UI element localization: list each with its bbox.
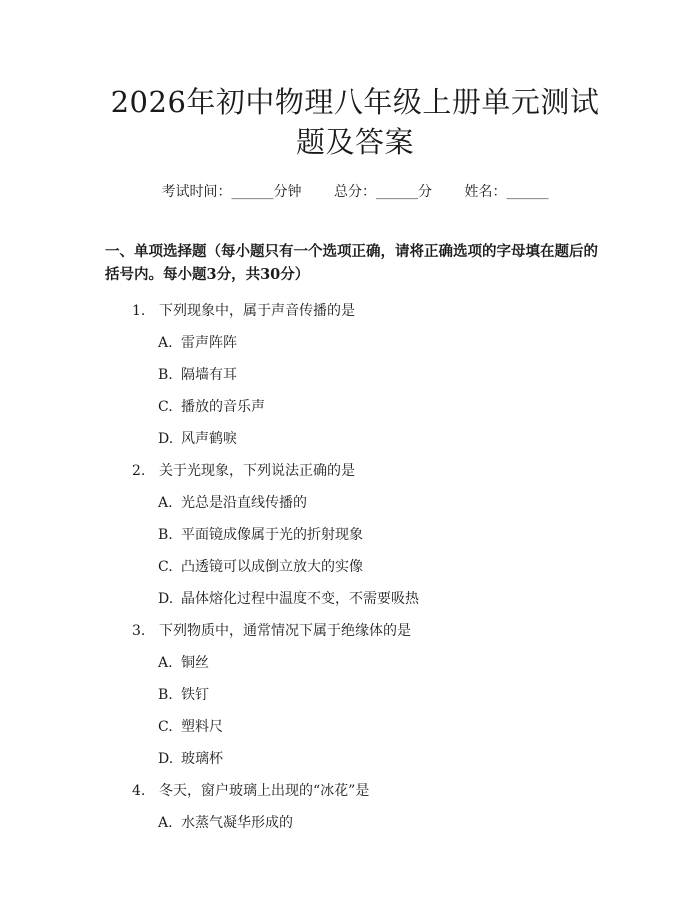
option-item (105, 327, 605, 359)
option-text: 塑料尺 (181, 719, 223, 735)
option-list (105, 647, 605, 775)
option-text: 玻璃杯 (181, 751, 223, 767)
question-number: 4. (132, 783, 146, 799)
option-item (105, 423, 605, 455)
option-item (105, 391, 605, 423)
question-stem (105, 455, 605, 487)
option-letter: A. (158, 335, 173, 351)
option-text: 光总是沿直线传播的 (181, 495, 307, 511)
option-letter: C. (158, 399, 173, 415)
option-item (105, 551, 605, 583)
option-list (105, 327, 605, 455)
question-text: 下列物质中，通常情况下属于绝缘体的是 (159, 623, 411, 639)
option-letter: C. (158, 559, 173, 575)
option-letter: A. (158, 495, 173, 511)
option-item (105, 711, 605, 743)
question-stem (105, 295, 605, 327)
option-text: 水蒸气凝华形成的 (181, 815, 293, 831)
option-item (105, 583, 605, 615)
question-text: 冬天，窗户玻璃上出现的“冰花”是 (159, 783, 370, 799)
option-letter: D. (158, 431, 174, 447)
option-text: 平面镜成像属于光的折射现象 (181, 527, 363, 543)
option-text: 凸透镜可以成倒立放大的实像 (181, 559, 363, 575)
question-number: 3. (132, 623, 146, 639)
exam-time-field: 考试时间：______分钟 (161, 184, 302, 200)
question-item (105, 455, 605, 615)
page-title: 2026年初中物理八年级上册单元测试题及答案 (110, 85, 600, 159)
option-item (105, 679, 605, 711)
section-heading: 一、单项选择题（每小题只有一个选项正确，请将正确选项的字母填在题后的括号内。每小题3分，共30分） (105, 243, 598, 283)
option-item (105, 807, 605, 839)
option-list (105, 807, 605, 839)
option-item (105, 743, 605, 775)
option-letter: A. (158, 655, 173, 671)
option-letter: A. (158, 815, 173, 831)
question-stem (105, 775, 605, 807)
question-item (105, 295, 605, 455)
option-text: 隔墙有耳 (181, 367, 237, 383)
option-text: 铁钉 (181, 687, 209, 703)
question-list (105, 295, 605, 839)
question-text: 下列现象中，属于声音传播的是 (159, 303, 355, 319)
student-name-field: 姓名：______ (464, 184, 549, 200)
question-stem (105, 615, 605, 647)
option-text: 铜丝 (181, 655, 209, 671)
exam-meta (105, 182, 605, 202)
option-text: 晶体熔化过程中温度不变，不需要吸热 (181, 591, 419, 607)
option-letter: D. (158, 751, 174, 767)
question-text: 关于光现象，下列说法正确的是 (159, 463, 355, 479)
option-text: 播放的音乐声 (181, 399, 265, 415)
question-number: 1. (132, 303, 146, 319)
option-text: 雷声阵阵 (181, 335, 237, 351)
option-item (105, 647, 605, 679)
option-letter: D. (158, 591, 174, 607)
option-letter: C. (158, 719, 173, 735)
option-list (105, 487, 605, 615)
total-score-field: 总分：______分 (334, 184, 432, 200)
option-item (105, 359, 605, 391)
option-letter: B. (158, 367, 173, 383)
question-item (105, 775, 605, 839)
question-number: 2. (132, 463, 146, 479)
option-letter: B. (158, 527, 173, 543)
option-item (105, 519, 605, 551)
option-text: 风声鹤唳 (181, 431, 237, 447)
question-item (105, 615, 605, 775)
option-item (105, 487, 605, 519)
option-letter: B. (158, 687, 173, 703)
